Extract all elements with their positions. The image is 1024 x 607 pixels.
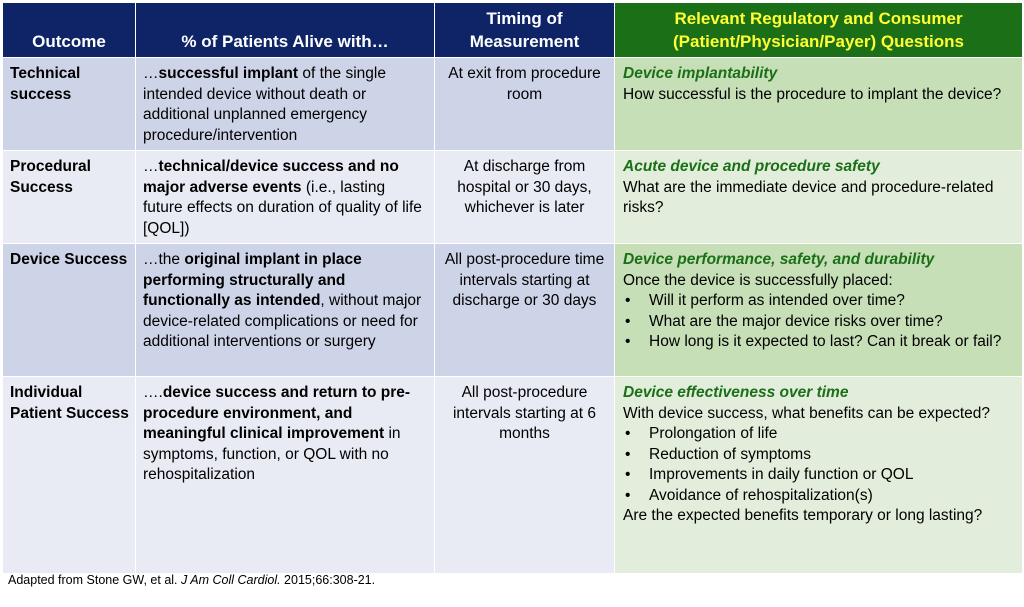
list-item (623, 291, 1014, 312)
bullet-icon: • (625, 466, 631, 483)
bullet-icon: • (625, 425, 631, 442)
percent-cell (136, 244, 435, 377)
outcomes-table (2, 2, 1023, 574)
header-timing: Timing of Measurement (435, 3, 615, 58)
reg-text: Once the device is successfully placed: (623, 271, 893, 289)
reg-after-text: Are the expected benefits temporary or long lasting? (623, 507, 983, 524)
list-item-text: What are the major device risks over time? (649, 312, 943, 330)
bullet-icon: • (625, 333, 631, 350)
percent-cell (136, 377, 435, 574)
reg-title: Device effectiveness over time (623, 384, 849, 401)
reg-title: Acute device and procedure safety (623, 158, 880, 175)
citation-footnote (8, 572, 375, 588)
reg-text: What are the immediate device and procedure-related risks? (623, 178, 994, 216)
list-item (623, 312, 1014, 333)
pct-bold: technical/device success and no major adverse events (143, 158, 399, 196)
table-row (3, 244, 1023, 377)
header-row (3, 3, 1023, 58)
question-list (623, 291, 1014, 353)
percent-cell (136, 58, 435, 151)
pct-prefix: …the (143, 251, 185, 268)
pct-rest: , without major device-related complications or need for additional interventions or surgery (143, 292, 422, 350)
outcome-cell: Procedural Success (3, 151, 136, 244)
regulatory-cell (615, 377, 1023, 574)
citation-suffix: 2015;66:308-21. (280, 573, 376, 587)
pct-prefix: … (143, 65, 159, 82)
list-item-text: Avoidance of rehospitalization(s) (649, 486, 873, 504)
list-item (623, 465, 1014, 486)
table-row (3, 151, 1023, 244)
reg-title: Device performance, safety, and durability (623, 251, 935, 268)
citation-journal: J Am Coll Cardiol. (181, 573, 281, 587)
reg-text: How successful is the procedure to implant the device? (623, 85, 1002, 103)
pct-bold: original implant in place performing structurally and functionally as intended (143, 251, 362, 309)
list-item-text: Reduction of symptoms (649, 445, 811, 463)
regulatory-cell (615, 244, 1023, 377)
citation-prefix: Adapted from Stone GW, et al. (8, 573, 182, 587)
list-item (623, 445, 1014, 466)
pct-rest: of the single intended device without death or additional unplanned emergency procedure/intervention (143, 65, 386, 144)
bullet-icon: • (625, 486, 631, 504)
pct-bold: device success and return to pre-procedure environment, and meaningful clinical improvement (143, 384, 411, 442)
regulatory-cell (615, 58, 1023, 151)
pct-bold: successful implant (158, 65, 299, 82)
header-regulatory-questions: Relevant Regulatory and Consumer (Patient/Physician/Payer) Questions (615, 3, 1023, 58)
reg-text: With device success, what benefits can be expected? (623, 404, 991, 422)
timing-cell: All post-procedure intervals starting at 6 months (435, 377, 615, 574)
benefit-list (623, 424, 1014, 506)
outcome-cell: Device Success (3, 244, 136, 377)
pct-prefix: … (143, 158, 159, 175)
list-item-text: Improvements in daily function or QOL (649, 466, 914, 483)
table-row (3, 377, 1023, 574)
list-item-text: Will it perform as intended over time? (649, 292, 905, 309)
list-item-text: How long is it expected to last? Can it break or fail? (649, 333, 1002, 350)
list-item-text: Prolongation of life (649, 425, 778, 442)
header-percent-alive: % of Patients Alive with… (136, 3, 435, 58)
pct-prefix: …. (143, 384, 163, 401)
bullet-icon: • (625, 292, 631, 309)
timing-cell: At discharge from hospital or 30 days, whichever is later (435, 151, 615, 244)
regulatory-cell (615, 151, 1023, 244)
outcome-cell: Technical success (3, 58, 136, 151)
bullet-icon: • (625, 312, 631, 330)
bullet-icon: • (625, 445, 631, 463)
percent-cell (136, 151, 435, 244)
list-item (623, 486, 1014, 507)
outcome-cell: Individual Patient Success (3, 377, 136, 574)
list-item (623, 424, 1014, 445)
header-outcome: Outcome (3, 3, 136, 58)
reg-title: Device implantability (623, 65, 778, 82)
table-row (3, 58, 1023, 151)
pct-rest: (i.e., lasting future effects on duration of quality of life [QOL]) (143, 178, 422, 237)
list-item (623, 332, 1014, 353)
timing-cell: At exit from procedure room (435, 58, 615, 151)
timing-cell: All post-procedure time intervals starting at discharge or 30 days (435, 244, 615, 377)
pct-rest: in symptoms, function, or QOL with no rehospitalization (143, 425, 401, 483)
